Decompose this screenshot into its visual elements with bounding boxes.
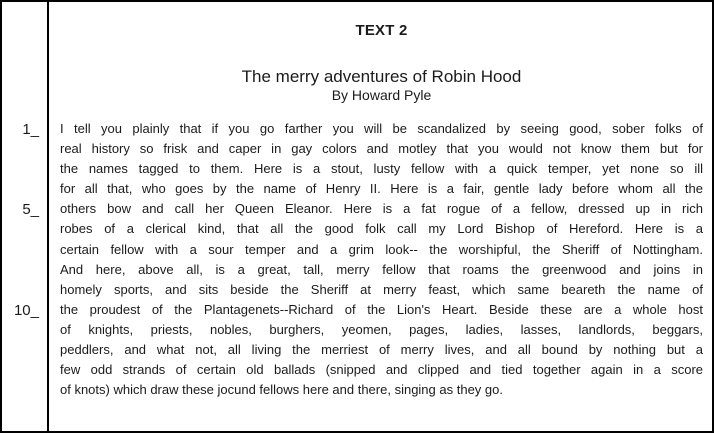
body-line: others bow and call her Queen Eleanor. Here is a fat rogue of a fellow, dressed up in rich bbox=[60, 201, 703, 217]
body-line: peddlers, and what not, all living the merriest of merry lives, and all bound by nothing but a bbox=[60, 342, 703, 358]
author-byline: By Howard Pyle bbox=[331, 87, 432, 103]
body-line: the names tagged to them. Here is a stout, lusty fellow with a quick temper, yet none so ill bbox=[60, 161, 703, 177]
line-number-column bbox=[2, 2, 49, 431]
body-line: of knots) which draw these jocund fellows here and there, singing as they go. bbox=[60, 382, 503, 398]
text-column bbox=[51, 2, 712, 431]
book-title: The merry adventures of Robin Hood bbox=[241, 67, 522, 86]
line-number-10: 10_ bbox=[13, 301, 39, 319]
body-line: of knights, priests, nobles, burghers, yeomen, pages, ladies, lasses, landlords, beggars, bbox=[60, 321, 703, 337]
body-line: homely sports, and sits beside the Sheriff at merry feast, which same beareth the name of bbox=[60, 281, 703, 297]
body-line: few odd strands of certain old ballads (snipped and clipped and tied together again in a score bbox=[60, 362, 703, 378]
body-line: I tell you plainly that if you go farther you will be scandalized by seeing good, sober folks of bbox=[60, 121, 703, 136]
body-line: for all that, who goes by the name of Henry II. Here is a fair, gentle lady before whom all the bbox=[60, 181, 703, 197]
passage-body bbox=[51, 119, 712, 400]
line-number-1: 1_ bbox=[22, 121, 39, 138]
body-line: robes of a clerical kind, that all the good folk call my Lord Bishop of Hereford. Here is a bbox=[60, 221, 703, 237]
line-number-5: 5_ bbox=[22, 201, 39, 219]
body-line: certain fellow with a sour temper and a grim look-- the worshipful, the Sheriff of Nottingham. bbox=[60, 241, 703, 257]
body-line: the proudest of the Plantagenets--Richard of the Lion's Heart. Beside these are a whole host bbox=[60, 301, 703, 317]
body-line: real history so frisk and caper in gay colors and motley that you would not know them but for bbox=[60, 141, 703, 157]
body-line: And here, above all, is a great, tall, merry fellow that roams the greenwood and joins in bbox=[60, 261, 703, 277]
text-heading: TEXT 2 bbox=[355, 22, 408, 39]
